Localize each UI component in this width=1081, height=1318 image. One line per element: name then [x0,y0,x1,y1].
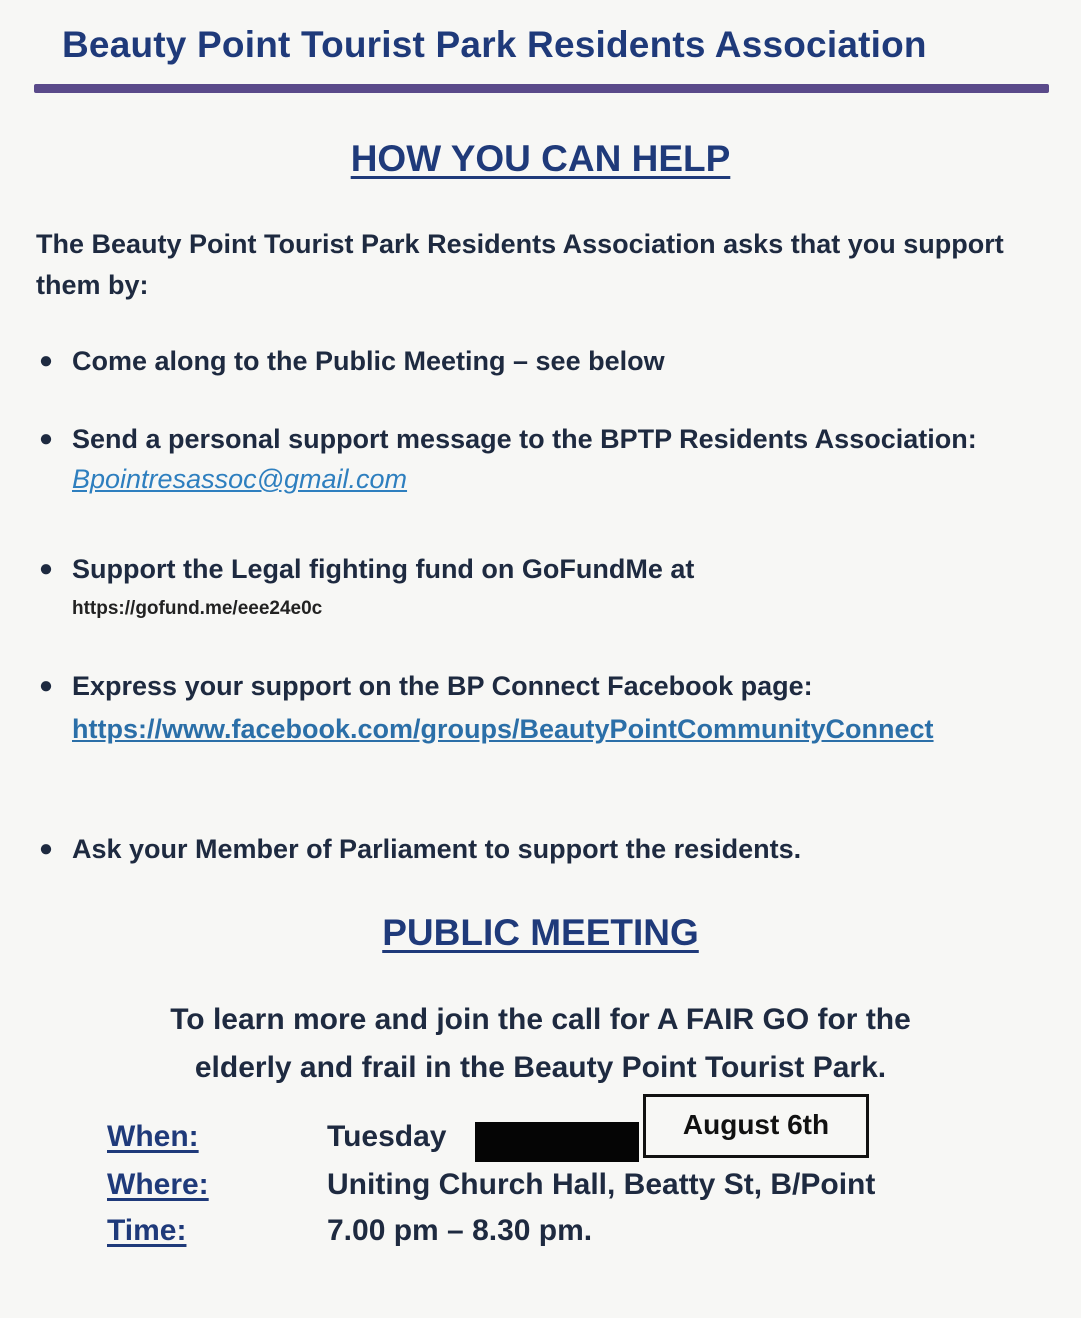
bullet-text: Support the Legal fighting fund on GoFundMe at [72,554,695,584]
redaction-bar [475,1122,639,1162]
public-meeting-heading-text: PUBLIC MEETING [382,912,699,953]
header-divider [34,84,1049,93]
bullet-dot: ● [38,347,54,374]
where-label: Where: [107,1168,209,1201]
bullet-text: Come along to the Public Meeting – see below [72,346,665,376]
meeting-description-line: elderly and frail in the Beauty Point Tourist Park. [194,1051,887,1084]
public-meeting-heading [0,912,1081,954]
facebook-link[interactable]: https://www.facebook.com/groups/BeautyPointCommunityConnect [72,714,934,744]
bullet-text: Express your support on the BP Connect Facebook page: [72,671,813,701]
where-value: Uniting Church Hall, Beatty St, B/Point [327,1168,876,1201]
bullet-text-main: Send a personal support message to the BPTP Residents Association: [72,424,977,454]
meeting-description-line: To learn more and join the call for A FAIR GO for the [170,1003,911,1036]
date-box: August 6th [643,1094,869,1158]
meeting-description [0,996,1081,1092]
time-label: Time: [107,1214,187,1247]
when-label: When: [107,1120,199,1153]
how-you-can-help-heading [0,138,1081,180]
when-value: Tuesday [327,1120,447,1153]
bullet-text: Ask your Member of Parliament to support the residents. [72,834,802,864]
bullet-text [72,419,1052,499]
association-title: Beauty Point Tourist Park Residents Association [62,24,927,65]
how-you-can-help-heading-text: HOW YOU CAN HELP [350,138,731,179]
bullet-dot: ● [38,425,54,452]
bullet-dot: ● [38,555,54,582]
intro-paragraph: The Beauty Point Tourist Park Residents Association asks that you support them by: [36,229,1004,300]
bullet-dot: ● [38,835,54,862]
bullet-dot: ● [38,672,54,699]
gofundme-url[interactable]: https://gofund.me/eee24e0c [72,598,323,619]
time-value: 7.00 pm – 8.30 pm. [327,1214,593,1247]
email-link[interactable]: Bpointresassoc@gmail.com [72,464,408,494]
